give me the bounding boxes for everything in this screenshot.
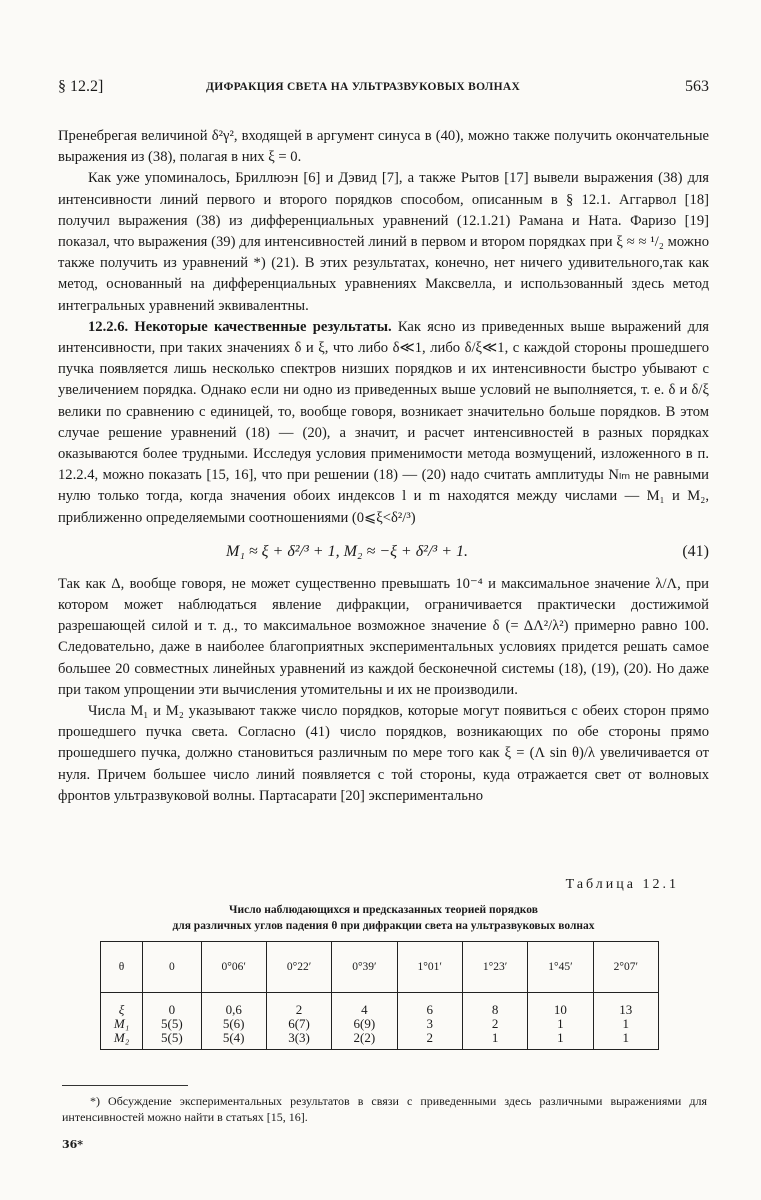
table-cell: 10 1 1 [528,993,593,1050]
paragraph-2: Как уже упоминалось, Бриллюэн [6] и Дэвид [7], а также Рытов [17] вывели выражения (38) для интенсивности линий первого и второго порядков способом, описанным в § 12.1. Аггарвол [18] получил выражения (38) из дифференциальных уравнений (12.1.21) Рамана и Ната. Фаризо [19] показал, что выражения (39) для интенсивностей линий в первом и втором порядках при ξ ≈ ≈ ¹/₂ можно также получить из уравнений *) (21). В этих результатах, конечно, нет ничего удивительного,так как метод, основанный на дифференциальных уравнениях Максвелла, и использованный здесь метод интегральных уравнений эквивалентны. [58,170,709,314]
table-title [58,902,709,934]
table-caption: Таблица 12.1 [565,877,679,892]
paragraph-3 [58,317,709,529]
table-cell: 13 1 1 [593,993,658,1050]
equation-41 [58,533,709,573]
orders-table [100,941,659,1050]
table-title-line-1: Число наблюдающихся и предсказанных теорией порядков [229,904,538,916]
running-title: ДИФРАКЦИЯ СВЕТА НА УЛЬТРАЗВУКОВЫХ ВОЛНАХ [206,81,521,93]
page-number: 563 [685,78,709,95]
table-title-line-2: для различных углов падения θ при дифракции света на ультразвуковых волнах [172,920,595,932]
table-header-row [101,942,659,993]
footnote: *) Обсуждение экспериментальных результатов в связи с приведенными здесь различными выражениями для интенсивностей можно найти в статьях [15, 16]. [62,1094,707,1124]
subsection-heading: 12.2.6. Некоторые качественные результаты. [88,318,392,335]
table-cell: 2 6(7) 3(3) [266,993,331,1050]
table-cell: 8 2 1 [462,993,527,1050]
printer-signature: 36* [62,1138,84,1151]
footnote-divider [62,1085,188,1086]
table-row-labels: ξ M₁ M₂ [101,993,143,1050]
table-cell: 0 5(5) 5(5) [143,993,201,1050]
paragraph-3-body: Как ясно из приведенных выше выражений для интенсивности, при таких значениях δ и ξ, что либо δ≪1, либо δ/ξ≪1, с каждой стороны прошедшего пучка появляется лишь несколько спектров низших порядков и их интенсивности быстро убывают с увеличением порядка. Однако если ни одно из приведенных выше условий не выполняется, т. е. δ и δ/ξ велики по сравнению с единицей, то, вообще говоря, возникает значительно больше порядков. В этом случае решение уравнений (18) — (20), а значит, и расчет интенсивностей в разных порядках оказываются более трудными. Исследуя условия применимости метода возмущений, изложенного в п. 12.2.4, можно показать [15, 16], что при решении (18) — (20) надо считать амплитуды Nₗₘ не равными нулю только тогда, когда значения обоих индексов l и m находятся между числами — M₁ и M₂, приближенно определяемыми соотношениями (0⩽ξ<δ²/³) [58,318,709,526]
table-row [101,993,659,1050]
table-cell: 4 6(9) 2(2) [332,993,397,1050]
equation-text: M₁ ≈ ξ + δ²/³ + 1, M₂ ≈ −ξ + δ²/³ + 1. [226,542,468,560]
table-header-cell: 0°06′ [201,942,266,993]
table-header-cell: 1°45′ [528,942,593,993]
paragraph-5: Числа M₁ и M₂ указывают также число порядков, которые могут появиться с обеих сторон прямо прошедшего пучка света. Согласно (41) число порядков, возникающих по обе стороны прямо прошедшего пучка, должно становиться различным по мере того как ξ = (Λ sin θ)/λ увеличивается от нуля. Причем большее число линий появляется с той стороны, куда отражается свет от волновых фронтов ультразвуковой волны. Партасарати [20] экспериментально [58,703,709,804]
running-header [58,78,709,100]
table-header-cell: 0°22′ [266,942,331,993]
table-header-cell: θ [101,942,143,993]
equation-number: (41) [682,542,709,560]
paragraph-4: Так как Δ, вообще говоря, не может существенно превышать 10⁻⁴ и максимальное значение λ/Λ, при котором может наблюдаться явление дифракции, ограничивается практически достижимой разрешающей силой и т. д., то максимальное возможное значение δ (= ΔΛ²/λ²) примерно равно 100. Следовательно, даже в наиболее благоприятных экспериментальных условиях придется решать самое большее 20 совместных линейных уравнений из каждой бесконечной системы (18), (19), (20). Но даже при таком упрощении эти вычисления утомительны и их не производили. [58,575,709,698]
table-header-cell: 0°39′ [332,942,397,993]
table-header-cell: 0 [143,942,201,993]
table-cell: 0,6 5(6) 5(4) [201,993,266,1050]
section-number: § 12.2] [58,78,104,95]
table-header-cell: 2°07′ [593,942,658,993]
table-header-cell: 1°23′ [462,942,527,993]
table-header-cell: 1°01′ [397,942,462,993]
table-cell: 6 3 2 [397,993,462,1050]
paragraph-1: Пренебрегая величиной δ²γ², входящей в аргумент синуса в (40), можно также получить окончательные выражения из (38), полагая в них ξ = 0. [58,128,709,166]
body-text [58,126,709,807]
